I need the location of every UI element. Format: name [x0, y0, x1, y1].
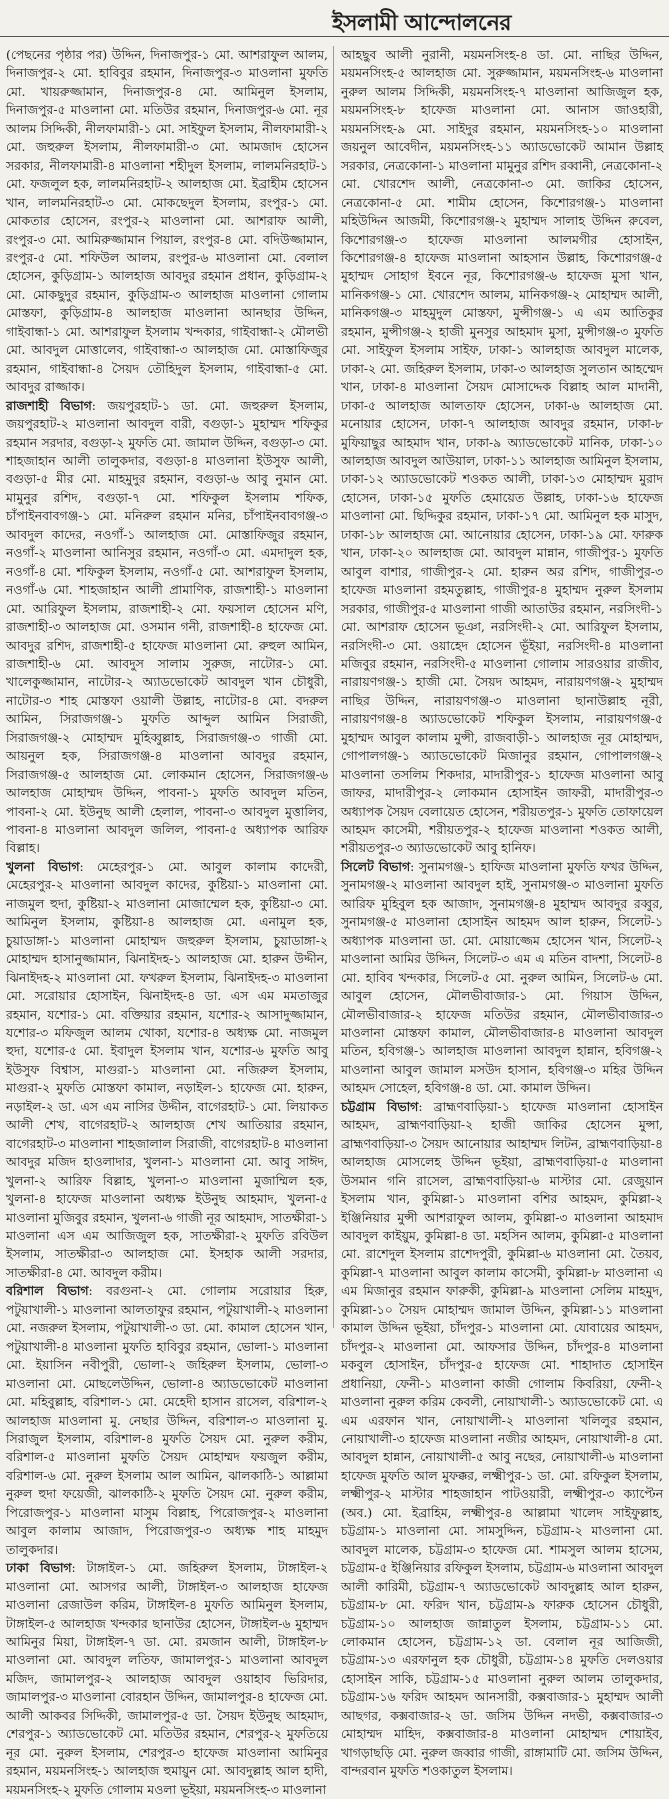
section-heading-dhaka: ঢাকা বিভাগ: [6, 1560, 72, 1576]
left-paragraph-barishal: [6, 1282, 328, 1559]
paragraph-text: : টাঙ্গাইল-১ মো. জহিরুল ইসলাম, টাঙ্গাইল-২ মাওলানা মো. আসগর আলী, টাঙ্গাইল-৩ আলহাজ হাফেজ মাওলানা রেজাউল করিম, টাঙ্গাইল-৪ মুফতি আমিনুল ইসলাম, টাঙ্গাইল-৫ আলহাজ খন্দকার ছানাউর হোসেন, টাঙ্গাইল-৬ মুহাম্মদ আমিনুর মিয়া, টাঙ্গাইল-৭ ডা. মো. রমজান আলী, টাঙ্গাইল-৮ মাওলানা মো. আবদুল লতিফ, জামালপুর-১ মাওলানা আবদুল মজিদ, জামালপুর-২ আলহাজ আবদুল ওয়াহাব ভিরিদার, জামালপুর-৩ মাওলানা বোরহান উদ্দিন, জামালপুর-৪ হাফেজ মো. আলী আকবর সিদ্দিকী, জামালপুর-৫ ডা. সৈয়দ ইউনুছ আহমাদ, শেরপুর-১ অ্যাডভোকেট মো. মতিউর রহমান, শেরপুর-২ মুফতিয়ে নূর মো. নুরুল ইসলাম, শেরপুর-৩ হাফেজ মাওলানা আমিনুর রহমান, ময়মনসিংহ-১ আলহাজ হুমায়ুন মো. আবদুল্লাহ আল হাদী, ময়মনসিংহ-২ মুফতি গোলাম মওলা ভূইয়া, ময়মনসিংহ-৩ মাওলানা: [6, 1560, 328, 1797]
paragraph-text: (পেছনের পৃষ্ঠার পর) উদ্দিন, দিনাজপুর-১ মো. আশরাফুল আলম, দিনাজপুর-২ মো. হাবিবুর রহমান, দিনাজপুর-৩ মাওলানা মুফতি মো. খায়রুজ্জামান, দিনাজপুর-৪ মো. আমিনুল ইসলাম, দিনাজপুর-৫ মাওলানা মো. মতিউর রহমান, দিনাজপুর-৬ মো. নূর আলম সিদ্দিকী, নীলফামারী-১ মো. সাইফুল ইসলাম, নীলফামারী-২ মো. জহুরুল ইসলাম, নীলফামারী-৩ মো. আমজাদ হোসেন সরকার, নীলফামারী-৪ মাওলানা শহীদুল ইসলাম, লালমনিরহাট-১ মো. ফজলুল হক, লালমনিরহাট-২ আলহাজ মো. ইব্রাহীম হোসেন খান, লালমনিরহাট-৩ মো. মোকছেদুল ইসলাম, রংপুর-১ মো. মোকতার হোসেন, রংপুর-২ মাওলানা মো. আশরাফ আলী, রংপুর-৩ মো. আমিরুজ্জামান পিয়াল, রংপুর-৪ মো. বদিউজ্জামান, রংপুর-৫ মো. শফিউল আলম, রংপুর-৬ মাওলানা মো. বেলাল হোসেন, কুড়িগ্রাম-১ আলহাজ আবদুর রহমান প্রধান, কুড়িগ্রাম-২ মো. মোকছুদুর রহমান, কুড়িগ্রাম-৩ আলহাজ মাওলানা গোলাম মোস্তফা, কুড়িগ্রাম-৪ আলহাজ মাওলানা আনছার উদ্দিন, গাইবান্ধা-১ মো. আশরাফুল ইসলাম খন্দকার, গাইবান্ধা-২ মৌলভী মো. আবদুল মোত্তালেব, গাইবান্ধা-৩ আলহাজ মো. মোস্তাফিজুর রহমান, গাইবান্ধা-৪ সৈয়দ তৌহিদুল ইসলাম, গাইবান্ধা-৫ মো. আবদুর রাজ্জাক।: [6, 47, 328, 395]
paragraph-text: আহছুব আলী নুরানী, ময়মনসিংহ-৪ ডা. মো. নাছির উদ্দিন, ময়মনসিংহ-৫ আলহাজ মো. সুরুজ্জামান, ময়মনসিংহ-৬ মাওলানা নুরুল আলম সিদ্দিকী, ময়মনসিংহ-৭ মাওলানা আজিজুল হক, ময়মনসিংহ-৮ হাফেজ মাওলানা মো. আনাস জাওহারী, ময়মনসিংহ-৯ মো. সাইদুর রহমান, ময়মনসিংহ-১০ মাওলানা জয়নুল আবেদীন, ময়মনসিংহ-১১ অ্যাডভোকেট আমান উল্লাহ সরকার, নেত্রকোনা-১ মাওলানা মামুনুর রশিদ রব্বানী, নেত্রকোনা-২ মো. খোরশেদ আলী, নেত্রকোনা-৩ মো. জাকির হোসেন, নেত্রকোনা-৫ মো. শামীম হোসেন, কিশোরগঞ্জ-১ মাওলানা মহিউদ্দিন আজমী, কিশোরগঞ্জ-২ মুহাম্মদ সালাহ উদ্দিন রুবেল, কিশোরগঞ্জ-৩ হাফেজ মাওলানা আলমগীর হোসাইন, কিশোরগঞ্জ-৪ হাফেজ মাওলানা আহসান উল্লাহ, কিশোরগঞ্জ-৫ মুহাম্মদ সোহাগ ইবনে নূর, কিশোরগঞ্জ-৬ হাফেজ মুসা খান, মানিকগঞ্জ-১ মো. খোরশেদ আলম, মানিকগঞ্জ-২ মোহাম্মদ আলী, মানিকগঞ্জ-৩ মাহমুদুল মোস্তফা, মুন্সীগঞ্জ-১ এ এম আতিকুর রহমান, মুন্সীগঞ্জ-২ হাজী মুনসুর আহমাদ মুসা, মুন্সীগঞ্জ-৩ মুফতি মো. সাইফুল ইসলাম সাইফ, ঢাকা-১ আলহাজ আবদুল মালেক, ঢাকা-২ মো. জহিরুল ইসলাম, ঢাকা-৩ আলহাজ সুলতান আহম্মেদ খান, ঢাকা-৪ মাওলানা সৈয়দ মোসাদ্দেক বিল্লাহ আল মাদানী, ঢাকা-৫ আলহাজ আলতাফ হোসেন, ঢাকা-৬ আলহাজ মো. মনোয়ার হোসেন, ঢাকা-৭ আলহাজ আবদুর রহমান, ঢাকা-৮ মুফিয়াছুর আহমাদ খান, ঢাকা-৯ অ্যাডভোকেট মানিক, ঢাকা-১০ আলহাজ আবদুল আউয়াল, ঢাকা-১১ আলহাজ আমিনুল ইসলাম, ঢাকা-১২ অ্যাডভোকেট শওকত আলী, ঢাকা-১৩ মোহাম্মদ মুরাদ হোসেন, ঢাকা-১৫ মুফতি হেমায়েত উল্লাহ, ঢাকা-১৬ হাফেজ মাওলানা মো. ছিদ্দিকুর রহমান, ঢাকা-১৭ মো. আমিনুল হক মাসুদ, ঢাকা-১৮ আলহাজ মো. আনোয়ার হোসেন, ঢাকা-১৯ মো. ফারুক খান, ঢাকা-২০ আলহাজ মো. আবদুল মান্নান, গাজীপুর-১ মুফতি আবুল বাশার, গাজীপুর-২ মো. হারুন অর রশিদ, গাজীপুর-৩ হাফেজ মাওলানা রহমতুল্লাহ, গাজীপুর-৪ মুহাম্মদ নুরুল ইসলাম সরকার, গাজীপুর-৫ মাওলানা গাজী আতাউর রহমান, নরসিংদী-১ মো. আশরাফ হোসেন ভূঞা, নরসিংদী-২ মো. আরিফুল ইসলাম, নরসিংদী-৩ মো. ওয়াহেদ হোসেন ভূঁইয়া, নরসিংদী-৪ মাওলানা মজিবুর রহমান, নরসিংদী-৫ মাওলানা গোলাম সারওয়ার রাজীব, নারায়ণগঞ্জ-১ হাজী মো. সৈয়দ আহমদ, নারায়ণগঞ্জ-২ মুহাম্মদ নাছির উদ্দিন, নারায়ণগঞ্জ-৩ মাওলানা ছানাউল্লাহ নূরী, নারায়ণগঞ্জ-৪ অ্যাডভোকেট শফিকুল ইসলাম, নারায়ণগঞ্জ-৫ মুহাম্মদ আবুল কালাম মুন্সী, রাজবাড়ী-১ আলহাজ নূর মোহাম্মদ, গোপালগঞ্জ-১ অ্যাডভোকেট মিজানুর রহমান, গোপালগঞ্জ-২ মাওলানা তসলিম শিকদার, মাদারীপুর-১ হাফেজ মাওলানা আবু জাফর, মাদারীপুর-২ লোকমান হোসাইন জাফরী, মাদারীপুর-৩ অধ্যাপক সৈয়দ বেলায়েত হোসেন, শরীয়তপুর-১ মুফতি তোফায়েল আহমদ কাসেমী, শরীয়তপুর-২ হাফেজ মাওলানা শওকত আলী, শরীয়তপুর-৩ অ্যাডভোকেট আবু হানিফ।: [341, 47, 663, 856]
paragraph-text: : ব্রাহ্মণবাড়িয়া-১ হাফেজ মাওলানা হোসাইন আহমদ, ব্রাহ্মণবাড়িয়া-২ হাজী জাকির হোসেন মুন্সা, ব্রাহ্মণবাড়িয়া-৩ সৈয়দ আনোয়ার আহাম্মদ লিটন, ব্রাহ্মণবাড়িয়া-৪ আলহাজ মোসলেহ উদ্দিন ভূইয়া, ব্রাহ্মণবাড়িয়া-৫ মাওলানা উসমান গনি রাসেল, ব্রাহ্মণবাড়িয়া-৬ মাস্টার মো. রেজুয়ান ইসলাম খান, কুমিল্লা-১ মাওলানা বশির আহমদ, কুমিল্লা-২ ইঞ্জিনিয়ার মুন্সী আশরাফুল আলম, কুমিল্লা-৩ মাওলানা আহমাদ আবদুল কাইয়ুম, কুমিল্লা-৪ ডা. মহসিন আলম, কুমিল্লা-৫ মাওলানা মো. রাশেদুল ইসলাম রাশেদপুরী, কুমিল্লা-৬ মাওলানা মো. তৈয়ব, কুমিল্লা-৭ মাওলানা আবুল কালাম কাসেমী, কুমিল্লা-৮ মাওলানা এ এম মিজানুর রহমান ফারুকী, কুমিল্লা-৯ মাওলানা সেলিম মাহমুদ, কুমিল্লা-১০ সৈয়দ মোহাম্মদ জামাল উদ্দিন, কুমিল্লা-১১ মাওলানা কামাল উদ্দিন ভূইয়া, চাঁদপুর-১ মাওলানা মো. যোবায়ের আহমদ, চাঁদপুর-২ মাওলানা মো. আফসার উদ্দিন, চাঁদপুর-৪ মাওলানা মকবুল হোসাইন, চাঁদপুর-৫ হাফেজ মো. শাহাদাত হোসাইন প্রধানিয়া, ফেনী-১ মাওলানা কাজী গোলাম কিবরিয়া, ফেনী-২ মাওলানা নুরুল করিম কেবলী, নোয়াখালী-১ অ্যাডভোকেট মো. এ এম এরফান খান, নোয়াখালী-২ মাওলানা খলিলুর রহমান, নোয়াখালী-৩ হাফেজ মাওলানা নজীর আহমদ, নোয়াখালী-৪ মো. আবদুল হান্নান, নোয়াখালী-৫ আবু নছের, নোয়াখালী-৬ মাওলানা হাফেজ মুফতি আল মুফক্কর, লক্ষ্মীপুর-১ ডা. মো. রফিকুল ইসলাম, লক্ষ্মীপুর-২ মাস্টার শাহজাহান পাটওয়ারী, লক্ষ্মীপুর-৩ ক্যাপ্টেন (অব.) মো. ইব্রাহিম, লক্ষ্মীপুর-৪ আল্লামা খালেদ সাইফুল্লাহ, চট্টগ্রাম-১ মাওলানা মো. সামসুদ্দিন, চট্টগ্রাম-২ মাওলানা মো. আবদুল মালেক, চট্টগ্রাম-৩ হাফেজ মো. শামসুল আলম হাসেম, চট্টগ্রাম-৫ ইঞ্জিনিয়ার রফিকুল ইসলাম, চট্টগ্রাম-৬ মাওলানা আবদুল আলী কারিমী, চট্টগ্রাম-৭ অ্যাডভোকেট আবদুল্লাহ আল হারুন, চট্টগ্রাম-৮ মো. ফরিদ খান, চট্টগ্রাম-৯ ফারুক হোসেন চৌধুরী, চট্টগ্রাম-১০ আলহাজ জান্নাতুল ইসলাম, চট্টগ্রাম-১১ মো. লোকমান হোসেন, চট্টগ্রাম-১২ ডা. বেলাল নূর আজিজী, চট্টগ্রাম-১৩ এরফানুল হক চৌধুরী, চট্টগ্রাম-১৪ মুফতি দেলওয়ার হোসাইন সাকি, চট্টগ্রাম-১৫ মাওলানা নুরুল আলম তালুকদার, চট্টগ্রাম-১৬ ফরিদ আহমদ আনসারী, কক্সবাজার-১ মুহাম্মদ আলী আছগর, কক্সবাজার-২ ডা. জসিম উদ্দিন নদভী, কক্সবাজার-৩ মোহাম্মদ মাহিদ, কক্সবাজার-৪ মাওলানা মোহাম্মদ শোয়াইব, খাগড়াছড়ি মো. নুরুল জব্বার গাজী, রাঙ্গামাটি মো. জসিম উদ্দিন, বান্দরবান মুফতি শওকাতুল ইসলাম।: [341, 1098, 663, 1779]
section-heading-sylhet: সিলেট বিভাগ: [341, 858, 411, 874]
left-paragraph-rajshahi: [6, 397, 328, 858]
right-paragraph-sylhet: [341, 858, 663, 1098]
section-header: [0, 0, 669, 37]
right-column: [341, 46, 663, 1779]
left-paragraph-dhaka: [6, 1559, 328, 1799]
right-paragraph-continuation: [341, 46, 663, 858]
left-paragraph-continuation: [6, 46, 328, 397]
right-paragraph-chattogram: [341, 1098, 663, 1781]
paragraph-text: : সুনামগঞ্জ-১ হাফিজ মাওলানা মুফতি ফখর উদ্দিন, সুনামগঞ্জ-২ মাওলানা আবদুল হাই, সুনামগঞ্জ-৩ মাওলানা মুফতি আরিফ মুহিবুল হক আজাদ, সুনামগঞ্জ-৪ মুহাম্মদ আবদুর রব্বুর, সুনামগঞ্জ-৫ মাওলানা হোসাইন আহমদ আল হারুন, সিলেট-১ অধ্যাপক মাওলানা ডা. মো. মোয়াজ্জেম হোসেন খান, সিলেট-২ মাওলানা আমির উদ্দিন, সিলেট-৩ এম এ মতিন বাদশা, সিলেট-৪ মো. হাবিব খন্দকার, সিলেট-৫ মো. নুরুল আমিন, সিলেট-৬ মো. আবুল হোসেন, মৌলভীবাজার-১ মো. গিয়াস উদ্দিন, মৌলভীবাজার-২ হাফেজ মতিউর রহমান, মৌলভীবাজার-৩ মাওলানা মোস্তফা কামাল, মৌলভীবাজার-৪ মাওলানা আবদুল মতিন, হবিগঞ্জ-১ আলহাজ মাওলানা আবদুল হান্নান, হবিগঞ্জ-২ মাওলানা আবুল জামাল মসউদ হাসান, হবিগঞ্জ-৩ মহির উদ্দিন আহমদ সোহেল, হবিগঞ্জ-৪ ডা. মো. কামাল উদ্দিন।: [341, 858, 663, 1096]
paragraph-text: : বরগুনা-২ মো. গোলাম সরোয়ার হিরু, পটুয়াখালী-১ মাওলানা আলতাফুর রহমান, পটুয়াখালী-২ মাওলানা মো. নজরুল ইসলাম, পটুয়াখালী-৩ ডা. মো. কামাল হোসেন খান, পটুয়াখালী-৪ মাওলানা মুফতি হাবিবুর রহমান, ভোলা-১ মাওলানা মো. ইয়াসিন নবীপুরী, ভোলা-২ জহিরুল ইসলাম, ভোলা-৩ মাওলানা মো. মোছলেউদ্দিন, ভোলা-৪ অ্যাডভোকেট মাওলানা মো. মহিবুল্লাহ, বরিশাল-১ মো. মেহেদী হাসান রাসেল, বরিশাল-২ আলহাজ মাওলানা মু. নেছার উদ্দিন, বরিশাল-৩ মাওলানা মু. সিরাজুল ইসলাম, বরিশাল-৪ মুফতি সৈয়দ মো. নুরুল করীম, বরিশাল-৫ মাওলানা মুফতি সৈয়দ মোহাম্মদ ফয়জুল করীম, বরিশাল-৬ মো. নুরুল ইসলাম আল আমিন, ঝালকাঠি-১ আল্লামা নুরুল হুদা ফয়েজী, ঝালকাঠি-২ মুফতি সৈয়দ মো. নুরুল করীম, পিরোজপুর-১ মাওলানা মাসুম বিল্লাহ, পিরোজপুর-২ মাওলানা আবুল কালাম আজাদ, পিরোজপুর-৩ অধ্যক্ষ শাহ মাহমুদ তালুকদার।: [6, 1283, 328, 1557]
section-heading-barishal: বরিশাল বিভাগ: [6, 1283, 89, 1299]
left-paragraph-khulna: [6, 858, 328, 1282]
section-heading-chattogram: চট্টগ্রাম বিভাগ: [341, 1098, 419, 1114]
section-heading-rajshahi: রাজশাহী বিভাগ: [6, 397, 92, 413]
paragraph-text: : জয়পুরহাট-১ ডা. মো. জহুরুল ইসলাম, জয়পুরহাট-২ মাওলানা আবদুল বারী, বগুড়া-১ মুহাম্মদ শফিকুর রহমান সরদার, বগুড়া-২ মুফতি মো. জামাল উদ্দিন, বগুড়া-৩ মো. শাহজাহান আলী তালুকদার, বগুড়া-৪ মাওলানা ইউসুফ আলী, বগুড়া-৫ মীর মো. মাহমুদুর রহমান, বগুড়া-৬ আবু নুমান মো. মামুনুর রশিদ, বগুড়া-৭ মো. শফিকুল ইসলাম শফিক, চাঁপাইনবাবগঞ্জ-১ মো. মনিরুল রহমান মনির, চাঁপাইনবাবগঞ্জ-৩ আবদুল কাদের, নওগাঁ-১ আলহাজ মো. মোস্তাফিজুর রহমান, নওগাঁ-২ মাওলানা আনিসুর রহমান, নওগাঁ-৩ মো. এমদাদুল হক, নওগাঁ-৪ মো. শফিকুল ইসলাম, নওগাঁ-৫ মো. আশরাফুল ইসলাম, নওগাঁ-৬ মো. শাহজাহান আলী প্রামাণিক, রাজশাহী-১ মাওলানা মো. আরিফুল ইসলাম, রাজশাহী-২ মো. ফয়সাল হোসেন মণি, রাজশাহী-৩ আলহাজ মো. ওসমান গনী, রাজশাহী-৪ হাফেজ মো. আবদুর রশিদ, রাজশাহী-৫ হাফেজ মাওলানা মো. রুহুল আমিন, রাজশাহী-৬ মো. আবদুস সালাম সুরুজ, নাটোর-১ মো. খালেকুজ্জামান, নাটোর-২ অ্যাডভোকেট আবদুল খান চৌধুরী, নাটোর-৩ শাহ মোস্তফা ওয়ালী উল্লাহ, নাটোর-৪ মো. বদরুল আমিন, সিরাজগঞ্জ-১ মুফতি আব্দুল আমিন সিরাজী, সিরাজগঞ্জ-২ মোহাম্মদ মুহিব্বুল্লাহ, সিরাজগঞ্জ-৩ গাজী মো. আয়নুল হক, সিরাজগঞ্জ-৪ মাওলানা আবদুর রহমান, সিরাজগঞ্জ-৫ আলহাজ মো. লোকমান হোসেন, সিরাজগঞ্জ-৬ আলহাজ মোহাম্মদ উদ্দিন, পাবনা-১ মুফতি আবদুল মতিন, পাবনা-২ মো. ইউনুছ আলী হেলাল, পাবনা-৩ আবদুল মুত্তালিব, পাবনা-৪ মাওলানা আবদুল জলিল, পাবনা-৫ অধ্যাপক আরিফ বিল্লাহ।: [6, 397, 328, 856]
left-column: [6, 46, 328, 1797]
paragraph-text: : মেহেরপুর-১ মো. আবুল কালাম কাদেরী, মেহেরপুর-২ মাওলানা আবদুল কাদের, কুষ্টিয়া-১ মাওলানা মো. নাজমুল হুদা, কুষ্টিয়া-২ মাওলানা মোজাম্মেল হক, কুষ্টিয়া-৩ মো. আমিনুল ইসলাম, কুষ্টিয়া-৪ আলহাজ মো. এনামুল হক, চুয়াডাঙ্গা-১ মাওলানা মোহাম্মদ জহুরুল ইসলাম, চুয়াডাঙ্গা-২ মোহাম্মদ হাসানুজ্জামান, ঝিনাইদহ-১ আলহাজ মো. হারুন উদ্দীন, ঝিনাইদহ-২ মাওলানা মো. ফখরুল ইসলাম, ঝিনাইদহ-৩ মাওলানা মো. সরোয়ার হোসাইন, ঝিনাইদহ-৪ ডা. এস এম মমতাজুর রহমান, যশোর-১ মো. বক্তিয়ার রহমান, যশোর-২ আসাদুজ্জামান, যশোর-৩ মফিজুল আলম খোকা, যশোর-৪ অধ্যক্ষ মো. নাজমুল হুদা, যশোর-৫ মো. ইবাদুল ইসলাম খান, যশোর-৬ মুফতি আবু ইউসুফ বিশ্বাস, মাগুরা-১ মাওলানা মো. নজিরুল ইসলাম, মাগুরা-২ মুফতি মোস্তফা কামাল, নড়াইল-১ হাফেজ মো. হারুন, নড়াইল-২ ডা. এস এম নাসির উদ্দীন, বাগেরহাট-১ মো. লিয়াকত আলী শেখ, বাগেরহাট-২ আলহাজ শেখ আতিয়ার রহমান, বাগেরহাট-৩ মাওলানা শাহজালাল সিরাজী, বাগেরহাট-৪ মাওলানা আবদুর মজিদ হাওলাদার, খুলনা-১ মাওলানা মো. আবু সাঈদ, খুলনা-২ আরিফ বিল্লাহ, খুলনা-৩ মাওলানা মুজাম্মিল হক, খুলনা-৪ হাফেজ মাওলানা অধ্যক্ষ ইউনুছ আহমাদ, খুলনা-৫ মাওলানা মুজিবুর রহমান, খুলনা-৬ গাজী নূর আহমাদ, সাতক্ষীরা-১ মাওলানা এস এম আজিজুল হক, সাতক্ষীরা-২ মুফতি রবিউল ইসলাম, সাতক্ষীরা-৩ আলহাজ মো. ইসহাক আলী সরদার, সাতক্ষীরা-৪ মো. আবদুল করীম।: [6, 858, 328, 1280]
section-heading-khulna: খুলনা বিভাগ: [6, 858, 80, 874]
column-divider: [333, 46, 334, 1328]
page-title: ইসলামী আন্দোলনের: [332, 10, 511, 36]
